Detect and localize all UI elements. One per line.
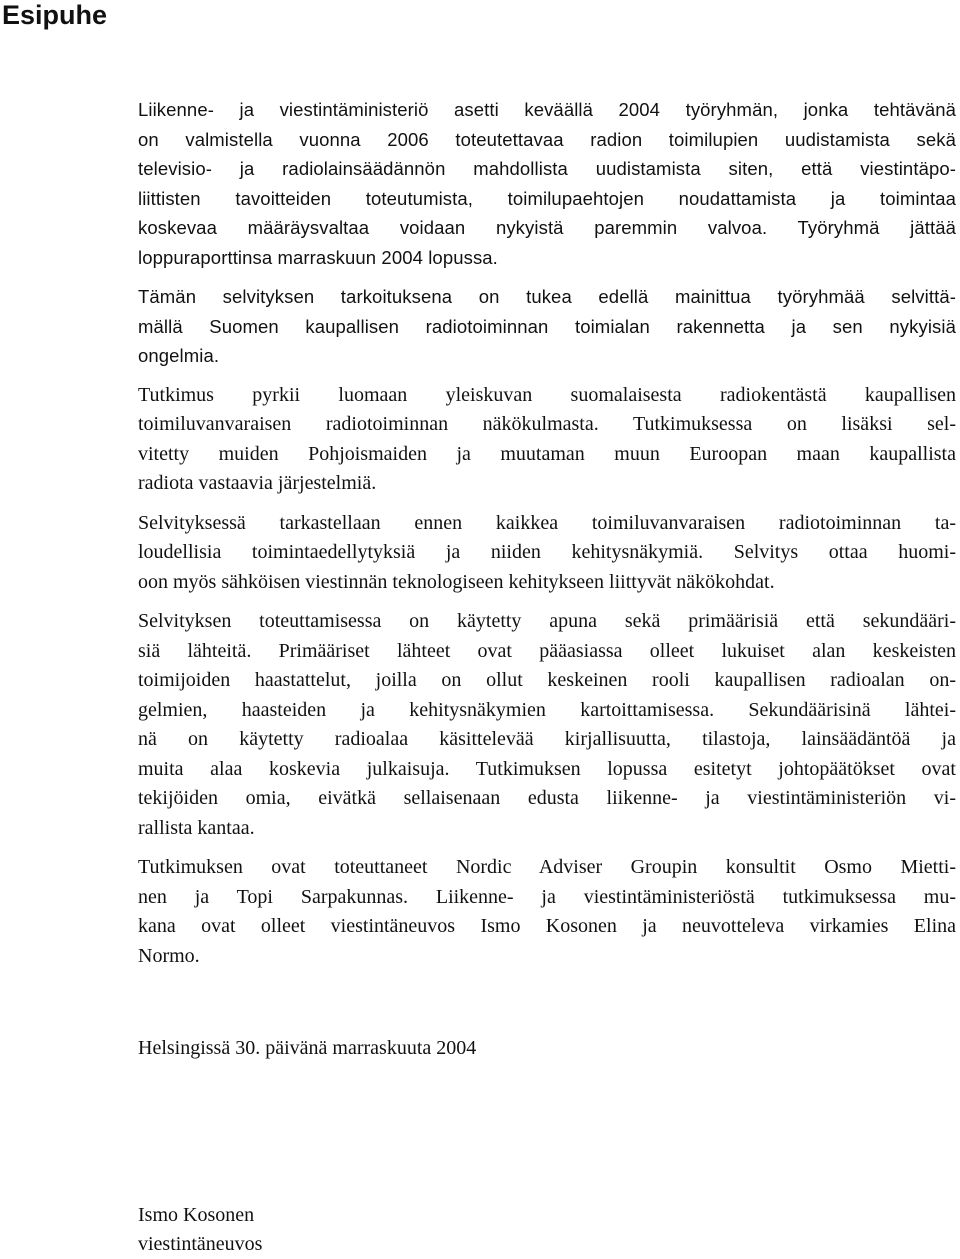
text-line: siä lähteitä. Primääriset lähteet ovat pääasiassa olleet lukuiset alan keskeisten [138, 639, 956, 662]
text-line: tekijöiden omia, eivätkä sellaisenaan edusta liikenne- ja viestintäministeriön vi- [138, 787, 956, 809]
text-line: Tutkimuksen ovat toteuttaneet Nordic Adviser Groupin konsultit Osmo Mietti- [138, 856, 956, 878]
text-line: ongelmia. [138, 345, 220, 366]
text-line: on valmistella vuonna 2006 toteutettavaa radion toimilupien uudistamista sekä [138, 128, 956, 150]
text-line: vitetty muiden Pohjoismaiden ja muutaman muun Euroopan maan kaupallista [138, 442, 956, 465]
text-line: toimiluvanvaraisen radiotoiminnan näkökulmasta. Tutkimuksessa on lisäksi sel- [138, 413, 956, 435]
text-line: televisio- ja radiolainsäädännön mahdollista uudistamista siten, että viestintäpo- [138, 158, 956, 179]
text-line: loppuraporttinsa marraskuun 2004 lopussa. [138, 246, 498, 268]
text-line: liittisten tavoitteiden toteutumista, toimilupaehtojen noudattamista ja toimintaa [138, 187, 956, 209]
paragraph [138, 282, 956, 371]
paragraph [138, 607, 956, 843]
text-line: gelmien, haasteiden ja kehitysnäkymien kartoittamisessa. Sekundäärisinä lähtei- [138, 698, 956, 721]
text-line: oon myös sähköisen viestinnän teknologiseen kehitykseen liittyvät näkökohdat. [138, 570, 775, 593]
paragraph [138, 509, 956, 598]
signature-block [138, 1201, 262, 1259]
text-line: Liikenne- ja viestintäministeriö asetti keväällä 2004 työryhmän, jonka tehtävänä [138, 99, 956, 120]
text-line: kana ovat olleet viestintäneuvos Ismo Kosonen ja neuvotteleva virkamies Elina [138, 915, 956, 937]
dateline: Helsingissä 30. päivänä marraskuuta 2004 [138, 1037, 477, 1059]
paragraph [138, 853, 956, 971]
text-line: Selvityksen toteuttamisessa on käytetty apuna sekä primäärisiä että sekundääri- [138, 610, 956, 632]
text-line: toimijoiden haastattelut, joilla on ollut keskeinen rooli kaupallisen radioalan on- [138, 669, 956, 691]
text-line: koskevaa määräysvaltaa voidaan nykyistä paremmin valvoa. Työryhmä jättää [138, 217, 956, 238]
signature-title: viestintäneuvos [138, 1233, 263, 1255]
text-line: muita alaa koskevia julkaisuja. Tutkimuksen lopussa esitetyt johtopäätökset ovat [138, 757, 956, 780]
paragraph [138, 95, 956, 272]
text-line: radiota vastaavia järjestelmiä. [138, 472, 377, 494]
text-line: rallista kantaa. [138, 816, 255, 839]
text-line: mällä Suomen kaupallisen radiotoiminnan toimialan rakennetta ja sen nykyisiä [138, 315, 956, 337]
text-line: nä on käytetty radioalaa käsittelevää kirjallisuutta, tilastoja, lainsäädäntöä ja [138, 728, 956, 750]
text-line: loudellisia toimintaedellytyksiä ja niiden kehitysnäkymiä. Selvitys ottaa huomi- [138, 541, 956, 563]
text-line: Tutkimus pyrkii luomaan yleiskuvan suomalaisesta radiokentästä kaupallisen [138, 383, 956, 406]
preface-body [138, 95, 956, 981]
text-line: Selvityksessä tarkastellaan ennen kaikkea toimiluvanvaraisen radiotoiminnan ta- [138, 511, 956, 534]
text-line: Tämän selvityksen tarkoituksena on tukea edellä mainittua työryhmää selvittä- [138, 286, 956, 307]
paragraph [138, 381, 956, 499]
text-line: nen ja Topi Sarpakunnas. Liikenne- ja viestintäministeriöstä tutkimuksessa mu- [138, 885, 956, 908]
signature-name: Ismo Kosonen [138, 1204, 255, 1226]
page-title: Esipuhe [2, 0, 108, 30]
text-line: Normo. [138, 944, 200, 967]
